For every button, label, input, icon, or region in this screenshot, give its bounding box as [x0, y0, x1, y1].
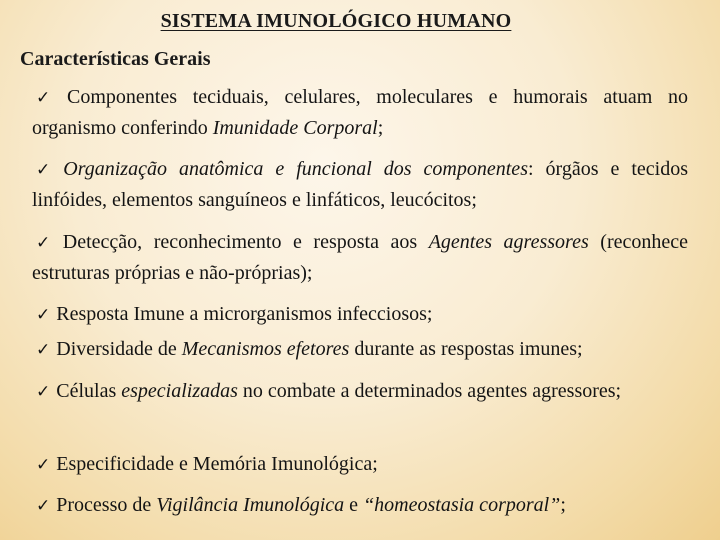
checkmark-icon: ✓: [36, 382, 51, 402]
list-item: ✓ Células especializadas no combate a determinados agentes agressores;: [36, 380, 622, 402]
page-title: SISTEMA IMUNOLÓGICO HUMANO: [160, 10, 512, 32]
list-item: ✓ Organização anatômica e funcional dos componentes: órgãos e tecidos linfóides, elementos sanguíneos e linfáticos, leucócitos;: [32, 158, 689, 211]
checkmark-icon: ✓: [36, 455, 51, 475]
checkmark-icon: ✓: [36, 233, 57, 253]
checkmark-icon: ✓: [36, 496, 51, 516]
checkmark-icon: ✓: [36, 160, 58, 180]
checkmark-icon: ✓: [36, 340, 51, 360]
list-item: ✓ Processo de Vigilância Imunológica e “homeostasia corporal”;: [36, 494, 566, 516]
section-subtitle: Características Gerais: [20, 48, 211, 70]
list-item: ✓ Especificidade e Memória Imunológica;: [36, 453, 378, 475]
list-item: ✓ Diversidade de Mecanismos efetores durante as respostas imunes;: [36, 338, 583, 360]
list-item: ✓ Detecção, reconhecimento e resposta aos Agentes agressores (reconhece estruturas próprias e não-próprias);: [32, 231, 688, 284]
list-item: ✓ Resposta Imune a microrganismos infecciosos;: [36, 303, 433, 325]
checkmark-icon: ✓: [36, 88, 61, 108]
list-item: ✓ Componentes teciduais, celulares, moleculares e humorais atuam no organismo conferindo Imunidade Corporal;: [32, 86, 689, 139]
checkmark-icon: ✓: [36, 305, 51, 325]
